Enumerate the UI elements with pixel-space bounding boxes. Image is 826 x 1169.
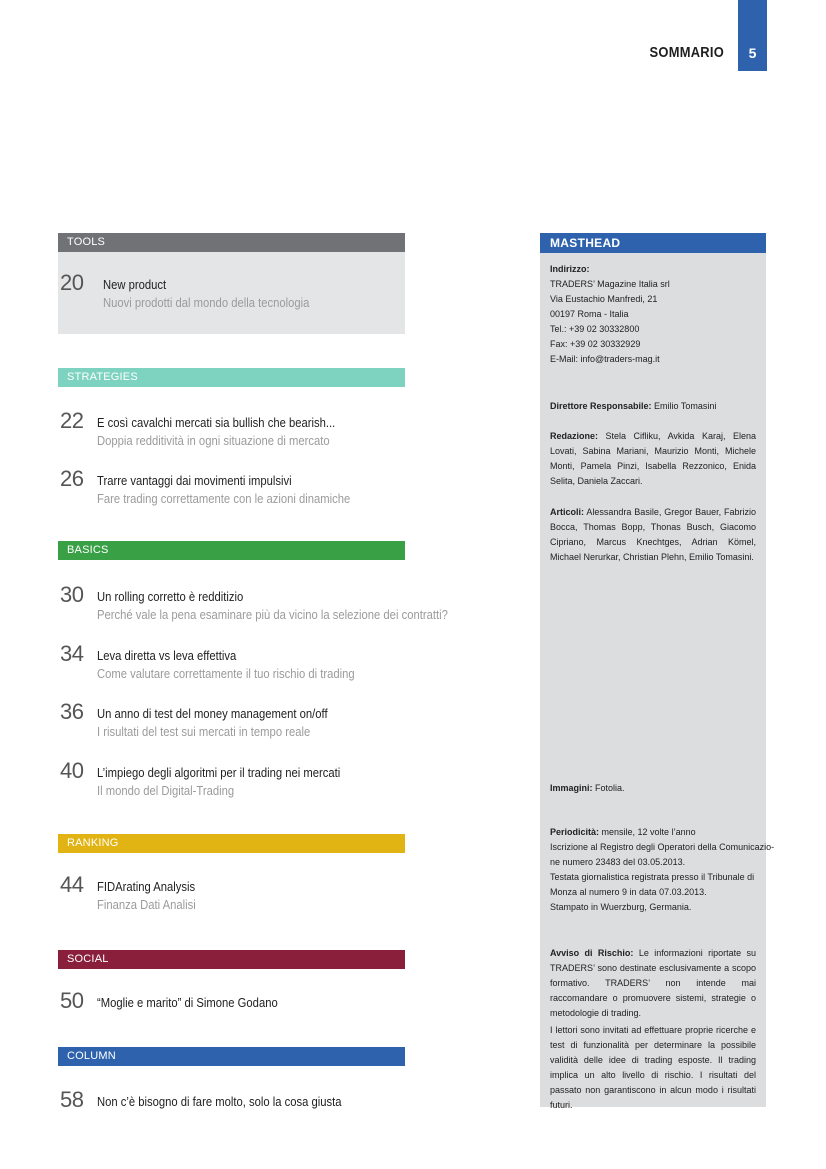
section-bar-ranking: RANKING	[58, 834, 405, 853]
entry-page-number: 22	[60, 408, 84, 433]
editorial-label: Redazione:	[550, 431, 599, 441]
entry-title: Trarre vantaggi dai movimenti impulsivi	[97, 474, 292, 488]
articles-names: Alessandra Basile, Gregor Bauer, Fabrizio Bocca, Thomas Bopp, Thonas Busch, Giacomo Cipriano, Marcus Knechtges, Adrian Kömel, Michael Nerurkar, Christian Plehn, Emilio Tomasini.	[550, 507, 756, 562]
address-label: Indirizzo:	[550, 264, 590, 274]
entry-subtitle: Fare trading correttamente con le azioni dinamiche	[97, 492, 351, 506]
period-label: Periodicità:	[550, 827, 600, 837]
section-title: SOMMARIO	[649, 44, 724, 61]
entry-page-number: 26	[60, 466, 84, 491]
entry-subtitle: Nuovi prodotti dal mondo della tecnologia	[103, 296, 310, 310]
risk-text: Le informazioni riportate su TRADERS’ sono destinate esclusivamente a scopo formativo. TRADERS’ non intende mai raccomandare o promuovere sistemi, strategie o metodologie di trading.	[550, 948, 756, 1018]
entry-page-number: 34	[60, 641, 84, 666]
tools-box	[58, 252, 405, 334]
risk-label: Avviso di Rischio:	[550, 948, 634, 958]
page-number-tab	[738, 0, 767, 71]
masthead-images	[550, 781, 756, 796]
masthead-address	[550, 262, 756, 367]
entry-title: New product	[103, 278, 167, 292]
entry-subtitle: Perché vale la pena esaminare più da vicino la selezione dei contratti?	[97, 608, 448, 622]
entry-subtitle: Come valutare correttamente il tuo rischio di trading	[97, 667, 355, 681]
printing-line: Stampato in Wuerzburg, Germania.	[550, 902, 692, 912]
masthead-readers-note: I lettori sono invitati ad effettuare proprie ricerche e test di funzionalità per determinare la possibile validità delle idee di trading esposte. Il trading implica un alto livello di rischio. I risultati del passato non garantiscono in alcun modo i risultati futuri.	[550, 1025, 756, 1110]
entry-page-number: 36	[60, 699, 84, 724]
masthead-articles	[550, 505, 756, 565]
masthead-risk	[550, 946, 756, 1021]
fax-line: Fax: +39 02 30332929	[550, 339, 641, 349]
address-line: Via Eustachio Manfredi, 21	[550, 294, 658, 304]
page-number: 5	[748, 45, 757, 61]
entry-page-number: 40	[60, 758, 84, 783]
section-bar-social: SOCIAL	[58, 950, 405, 969]
images-source: Fotolia.	[595, 783, 625, 793]
address-line: 00197 Roma - Italia	[550, 309, 629, 319]
section-bar-column: COLUMN	[58, 1047, 405, 1066]
section-bar-basics: BASICS	[58, 541, 405, 560]
entry-page-number: 30	[60, 582, 84, 607]
entry-title: Un anno di test del money management on/off	[97, 707, 328, 721]
entry-title: Non c’è bisogno di fare molto, solo la cosa giusta	[97, 1095, 342, 1109]
address-line: TRADERS’ Magazine Italia srl	[550, 279, 670, 289]
masthead-panel	[540, 233, 775, 1110]
images-label: Immagini:	[550, 783, 593, 793]
entry-title: Leva diretta vs leva effettiva	[97, 649, 237, 663]
masthead-director	[550, 399, 756, 414]
registration-line: Iscrizione al Registro degli Operatori della Comunicazio-	[550, 842, 775, 852]
entry-subtitle: I risultati del test sui mercati in tempo reale	[97, 725, 311, 739]
entry-subtitle: Finanza Dati Analisi	[97, 898, 196, 912]
masthead-editorial	[550, 429, 756, 489]
masthead-periodicity	[550, 825, 775, 915]
registration-line: Monza al numero 9 in data 07.03.2013.	[550, 887, 707, 897]
director-label: Direttore Responsabile:	[550, 401, 652, 411]
director-name: Emilio Tomasini	[654, 401, 717, 411]
entry-page-number: 50	[60, 988, 84, 1013]
section-bar-tools: TOOLS	[58, 233, 405, 252]
entry-page-number: 58	[60, 1087, 84, 1112]
entry-title: Un rolling corretto è redditizio	[97, 590, 244, 604]
registration-line: ne numero 23483 del 03.05.2013.	[550, 857, 686, 867]
entry-page-number: 20	[60, 270, 84, 295]
phone-line: Tel.: +39 02 30332800	[550, 324, 640, 334]
email-line: E-Mail: info@traders-mag.it	[550, 354, 660, 364]
entry-subtitle: Doppia redditività in ogni situazione di mercato	[97, 434, 330, 448]
entry-title: L’impiego degli algoritmi per il trading nei mercati	[97, 766, 341, 780]
registration-line: Testata giornalistica registrata presso il Tribunale di	[550, 872, 755, 882]
entry-page-number: 44	[60, 872, 84, 897]
entry-title: FIDArating Analysis	[97, 880, 196, 894]
entry-title: “Moglie e marito” di Simone Godano	[97, 996, 278, 1010]
entry-subtitle: Il mondo del Digital-Trading	[97, 784, 235, 798]
period-value: mensile, 12 volte l’anno	[601, 827, 696, 837]
section-bar-strategies: STRATEGIES	[58, 368, 405, 387]
entry-title: E così cavalchi mercati sia bullish che bearish...	[97, 416, 336, 430]
editorial-names: Stela Cifliku, Avkida Karaj, Elena Lovati, Sabina Mariani, Maurizio Monti, Michele Monti, Pamela Pinzi, Isabella Rezzonico, Enida Selita, Daniela Zaccari.	[550, 431, 756, 486]
masthead-title: MASTHEAD	[540, 233, 766, 253]
articles-label: Articoli:	[550, 507, 585, 517]
